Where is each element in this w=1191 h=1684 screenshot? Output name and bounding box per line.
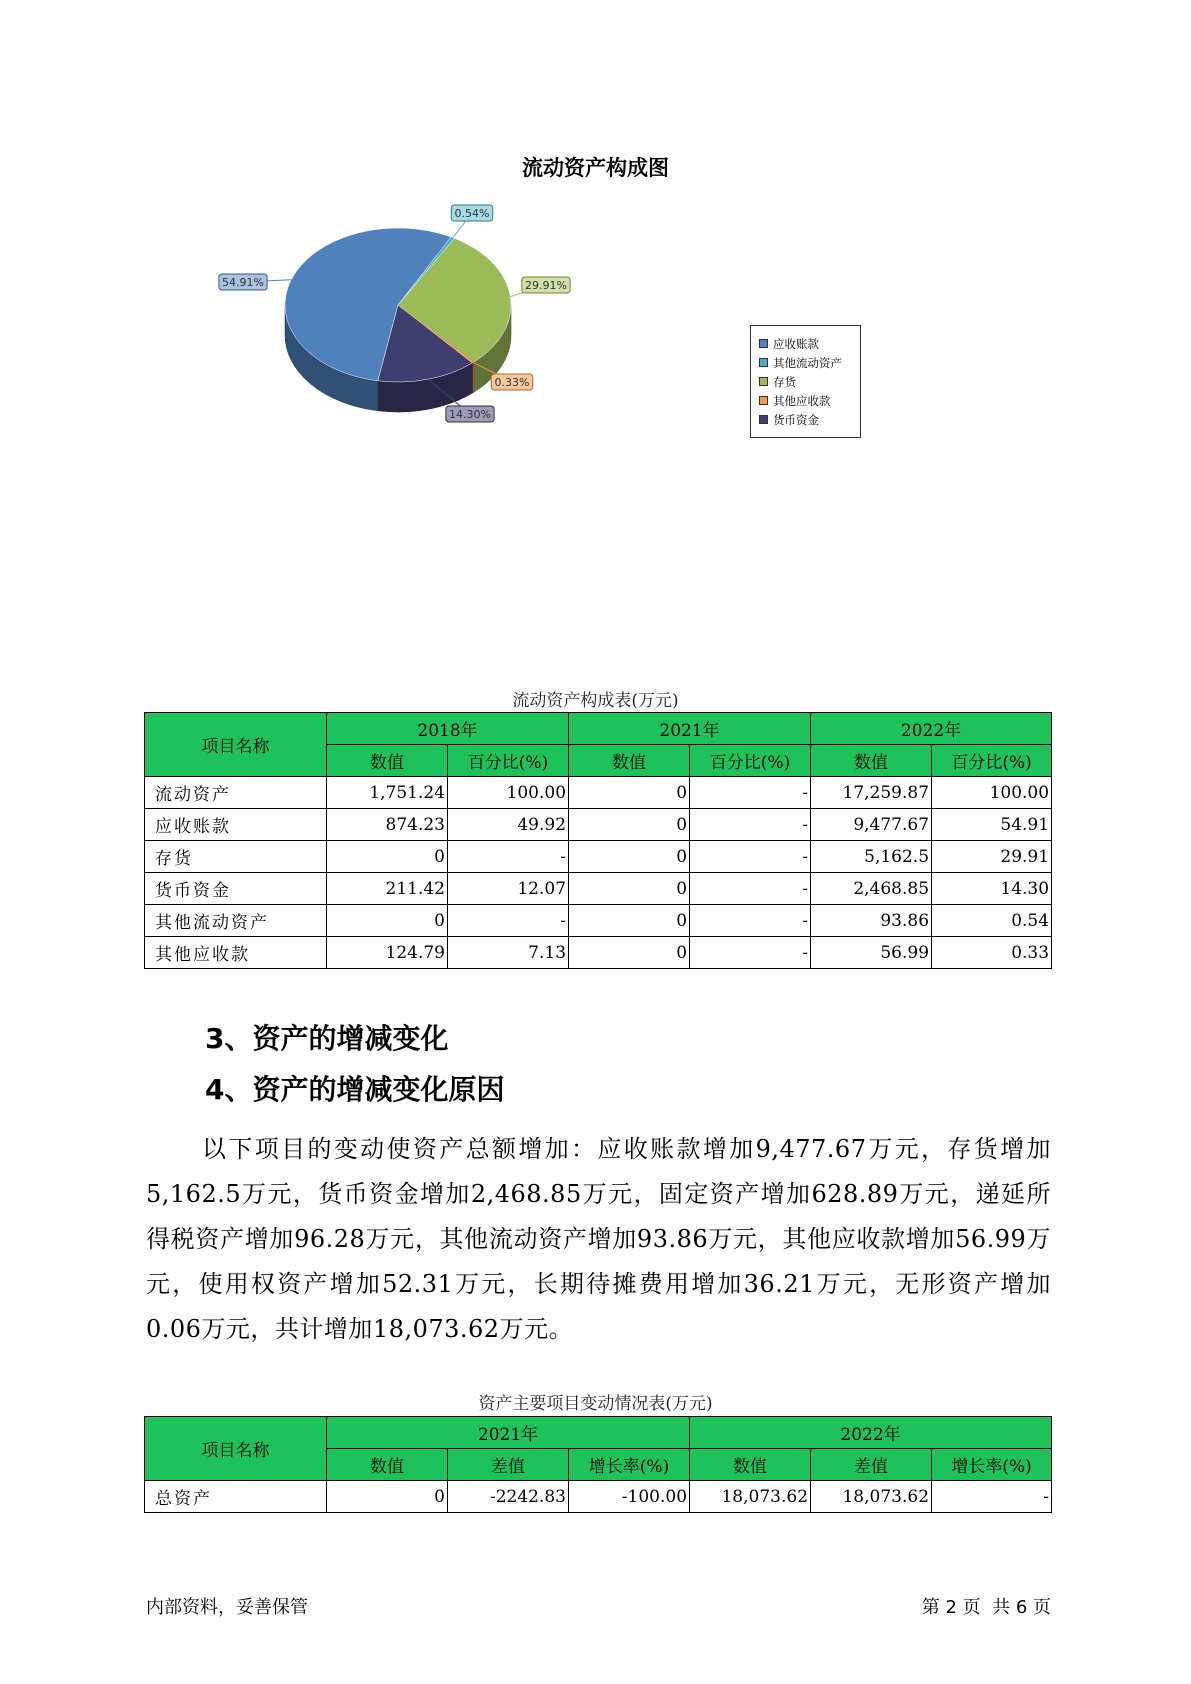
header-item-name: 项目名称	[145, 713, 327, 777]
asset-change-table	[144, 1416, 1052, 1513]
legend-item	[759, 391, 860, 410]
legend-swatch	[759, 415, 768, 424]
table-cell: 9,477.67	[811, 809, 932, 841]
table-cell: 17,259.87	[811, 777, 932, 809]
table-row	[145, 1481, 1052, 1513]
table-row	[145, 777, 1052, 809]
legend-item	[759, 410, 860, 429]
footer-page-number: 第 2 页 共 6 页	[921, 1597, 1051, 1618]
table-cell: 7.13	[448, 937, 569, 969]
table-cell: 2,468.85	[811, 873, 932, 905]
row-label: 存货	[145, 841, 327, 873]
row-label: 流动资产	[145, 777, 327, 809]
pie-data-label	[491, 374, 533, 390]
pie-label-text: 0.33%	[494, 376, 530, 389]
header-value: 数值	[327, 1449, 448, 1481]
table-cell: -	[932, 1481, 1052, 1513]
header-item-name: 项目名称	[145, 1417, 327, 1481]
header-percent: 百分比(%)	[690, 745, 811, 777]
body-paragraph: 以下项目的变动使资产总额增加：应收账款增加9,477.67万元，存货增加5,162.5万元，货币资金增加2,468.85万元，固定资产增加628.89万元，递延所得税资产增加96.28万元，其他流动资产增加93.86万元，其他应收款增加56.99万元，使用权资产增加52.31万元，长期待摊费用增加36.21万元，无形资产增加0.06万元，共计增加18,073.62万元。	[146, 1135, 1051, 1343]
table-cell: -	[690, 873, 811, 905]
header-value: 数值	[569, 745, 690, 777]
footer-confidential: 内部资料，妥善保管	[146, 1597, 308, 1618]
table-row	[145, 937, 1052, 969]
table-cell: 100.00	[932, 777, 1052, 809]
legend-label: 存货	[773, 374, 796, 389]
chart-legend	[750, 325, 861, 438]
table-cell: 0	[569, 777, 690, 809]
legend-item	[759, 353, 860, 372]
header-value: 数值	[811, 745, 932, 777]
header-value: 数值	[690, 1449, 811, 1481]
row-label: 货币资金	[145, 873, 327, 905]
table-cell: -	[690, 937, 811, 969]
table-cell: 54.91	[932, 809, 1052, 841]
table-row	[145, 905, 1052, 937]
table-cell: 211.42	[327, 873, 448, 905]
table-cell: -	[690, 905, 811, 937]
row-label: 其他流动资产	[145, 905, 327, 937]
table1-caption: 流动资产构成表(万元)	[512, 691, 679, 711]
pie-data-label	[446, 406, 494, 422]
table-cell: 5,162.5	[811, 841, 932, 873]
row-label: 应收账款	[145, 809, 327, 841]
legend-label: 其他流动资产	[773, 355, 842, 370]
legend-swatch	[759, 339, 768, 348]
header-year: 2018年	[327, 713, 569, 745]
table2-caption: 资产主要项目变动情况表(万元)	[478, 1394, 713, 1414]
header-year: 2022年	[690, 1417, 1052, 1449]
table-cell: -	[448, 841, 569, 873]
table-row	[145, 809, 1052, 841]
table-cell: -	[448, 905, 569, 937]
legend-label: 应收账款	[773, 336, 819, 351]
table-cell: -	[690, 809, 811, 841]
header-year: 2021年	[569, 713, 811, 745]
legend-swatch	[759, 377, 768, 386]
header-year: 2021年	[327, 1417, 690, 1449]
legend-swatch	[759, 358, 768, 367]
legend-swatch	[759, 396, 768, 405]
table-cell: 100.00	[448, 777, 569, 809]
chart-title: 流动资产构成图	[522, 156, 669, 180]
section-heading-3: 3、资产的增减变化	[205, 1022, 449, 1055]
legend-item	[759, 372, 860, 391]
table-cell: 49.92	[448, 809, 569, 841]
table-cell: 12.07	[448, 873, 569, 905]
pie-label-text: 0.54%	[454, 207, 490, 220]
table-row	[145, 841, 1052, 873]
header-growth: 增长率(%)	[569, 1449, 690, 1481]
header-percent: 百分比(%)	[932, 745, 1052, 777]
table-cell: 56.99	[811, 937, 932, 969]
table-cell: 14.30	[932, 873, 1052, 905]
table-cell: 874.23	[327, 809, 448, 841]
table-cell: 0	[327, 841, 448, 873]
pie-data-label	[451, 205, 493, 221]
row-label: 总资产	[145, 1481, 327, 1513]
table-cell: -	[690, 777, 811, 809]
table-row	[145, 873, 1052, 905]
table-cell: 18,073.62	[811, 1481, 932, 1513]
header-diff: 差值	[811, 1449, 932, 1481]
pie-data-label	[522, 277, 570, 293]
pie-label-text: 14.30%	[449, 408, 491, 421]
table-cell: 0	[327, 905, 448, 937]
current-assets-table	[144, 712, 1052, 969]
header-value: 数值	[327, 745, 448, 777]
header-percent: 百分比(%)	[448, 745, 569, 777]
pie-label-text: 29.91%	[525, 279, 567, 292]
table-cell: 93.86	[811, 905, 932, 937]
header-diff: 差值	[448, 1449, 569, 1481]
table-cell: -2242.83	[448, 1481, 569, 1513]
table-cell: 0.54	[932, 905, 1052, 937]
table-cell: 124.79	[327, 937, 448, 969]
row-label: 其他应收款	[145, 937, 327, 969]
table-cell: 0	[569, 841, 690, 873]
table-cell: -100.00	[569, 1481, 690, 1513]
table-cell: 0	[569, 873, 690, 905]
table-cell: 0.33	[932, 937, 1052, 969]
legend-item	[759, 334, 860, 353]
table-cell: 18,073.62	[690, 1481, 811, 1513]
header-year: 2022年	[811, 713, 1052, 745]
table-cell: 29.91	[932, 841, 1052, 873]
table-cell: -	[690, 841, 811, 873]
section-heading-4: 4、资产的增减变化原因	[205, 1073, 505, 1106]
table-cell: 1,751.24	[327, 777, 448, 809]
legend-label: 其他应收款	[773, 393, 831, 408]
table-cell: 0	[569, 809, 690, 841]
pie-chart	[200, 195, 580, 465]
legend-label: 货币资金	[773, 412, 819, 427]
table-cell: 0	[569, 905, 690, 937]
header-growth: 增长率(%)	[932, 1449, 1052, 1481]
pie-label-text: 54.91%	[222, 276, 264, 289]
table-cell: 0	[327, 1481, 448, 1513]
pie-data-label	[219, 274, 267, 290]
table-cell: 0	[569, 937, 690, 969]
